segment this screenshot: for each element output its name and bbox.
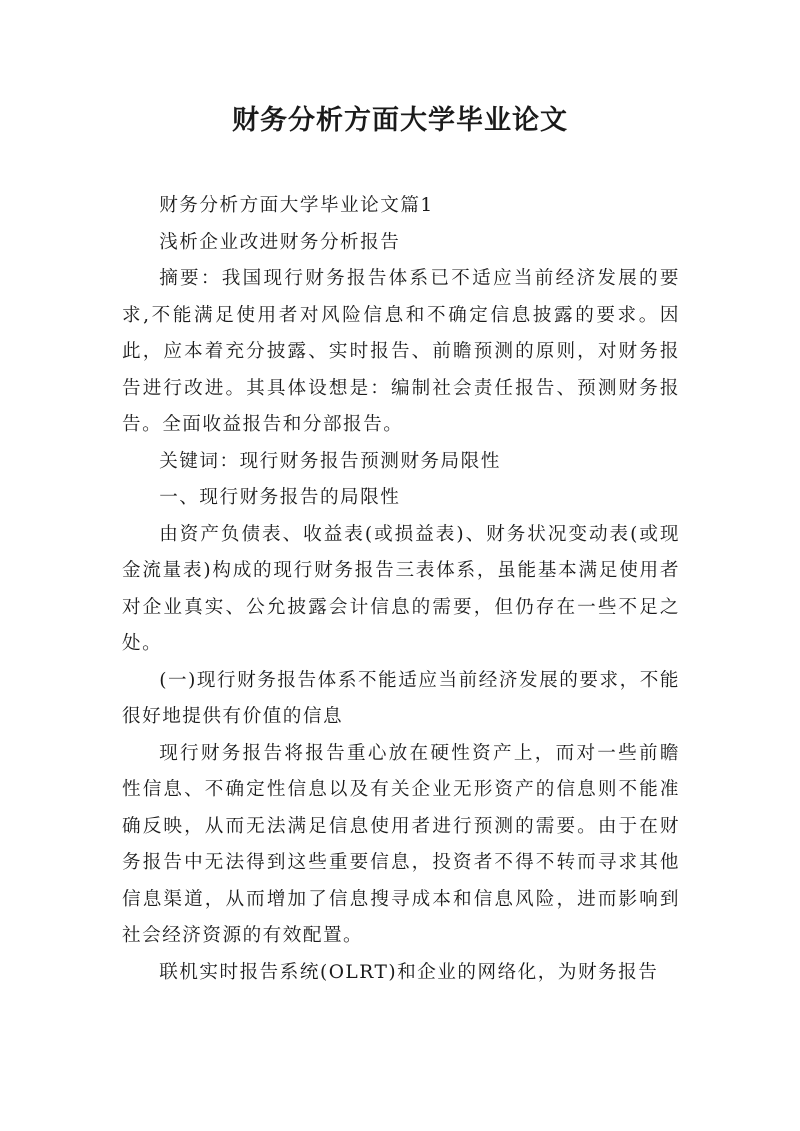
document-title: 财务分析方面大学毕业论文 [232,105,568,136]
paragraph-abstract: 摘要：我国现行财务报告体系已不适应当前经济发展的要求,不能满足使用者对风险信息和不确定信息披露的要求。因此，应本着充分披露、实时报告、前瞻预测的原则，对财务报告进行改进。其具体设想是：编制社会责任报告、预测财务报告。全面收益报告和分部报告。 [122,268,680,435]
paragraph-article-title: 浅析企业改进财务分析报告 [159,231,401,253]
paragraph: 现行财务报告将报告重心放在硬性资产上，而对一些前瞻性信息、不确定性信息以及有关企业无形资产的信息则不能准确反映，从而无法满足信息使用者进行预测的需要。由于在财务报告中无法得到这些重要信息，投资者不得不转而寻求其他信息渠道，从而增加了信息搜寻成本和信息风险，进而影响到社会经济资源的有效配置。 [122,742,680,946]
paragraph-keywords: 关键词：现行财务报告预测财务局限性 [159,450,501,472]
paragraph-heading-part1: 财务分析方面大学毕业论文篇1 [159,195,434,216]
paragraph: 联机实时报告系统(OLRT)和企业的网络化，为财务报告 [159,961,659,983]
paragraph: 由资产负债表、收益表(或损益表)、财务状况变动表(或现金流量表)构成的现行财务报告三表体系，虽能基本满足使用者对企业真实、公允披露会计信息的需要，但仍存在一些不足之处。 [122,523,680,654]
document-body [122,188,680,991]
section-heading-1: 一、现行财务报告的局限性 [159,487,401,508]
subsection-heading-1: (一)现行财务报告体系不能适应当前经济发展的要求，不能很好地提供有价值的信息 [122,669,680,727]
